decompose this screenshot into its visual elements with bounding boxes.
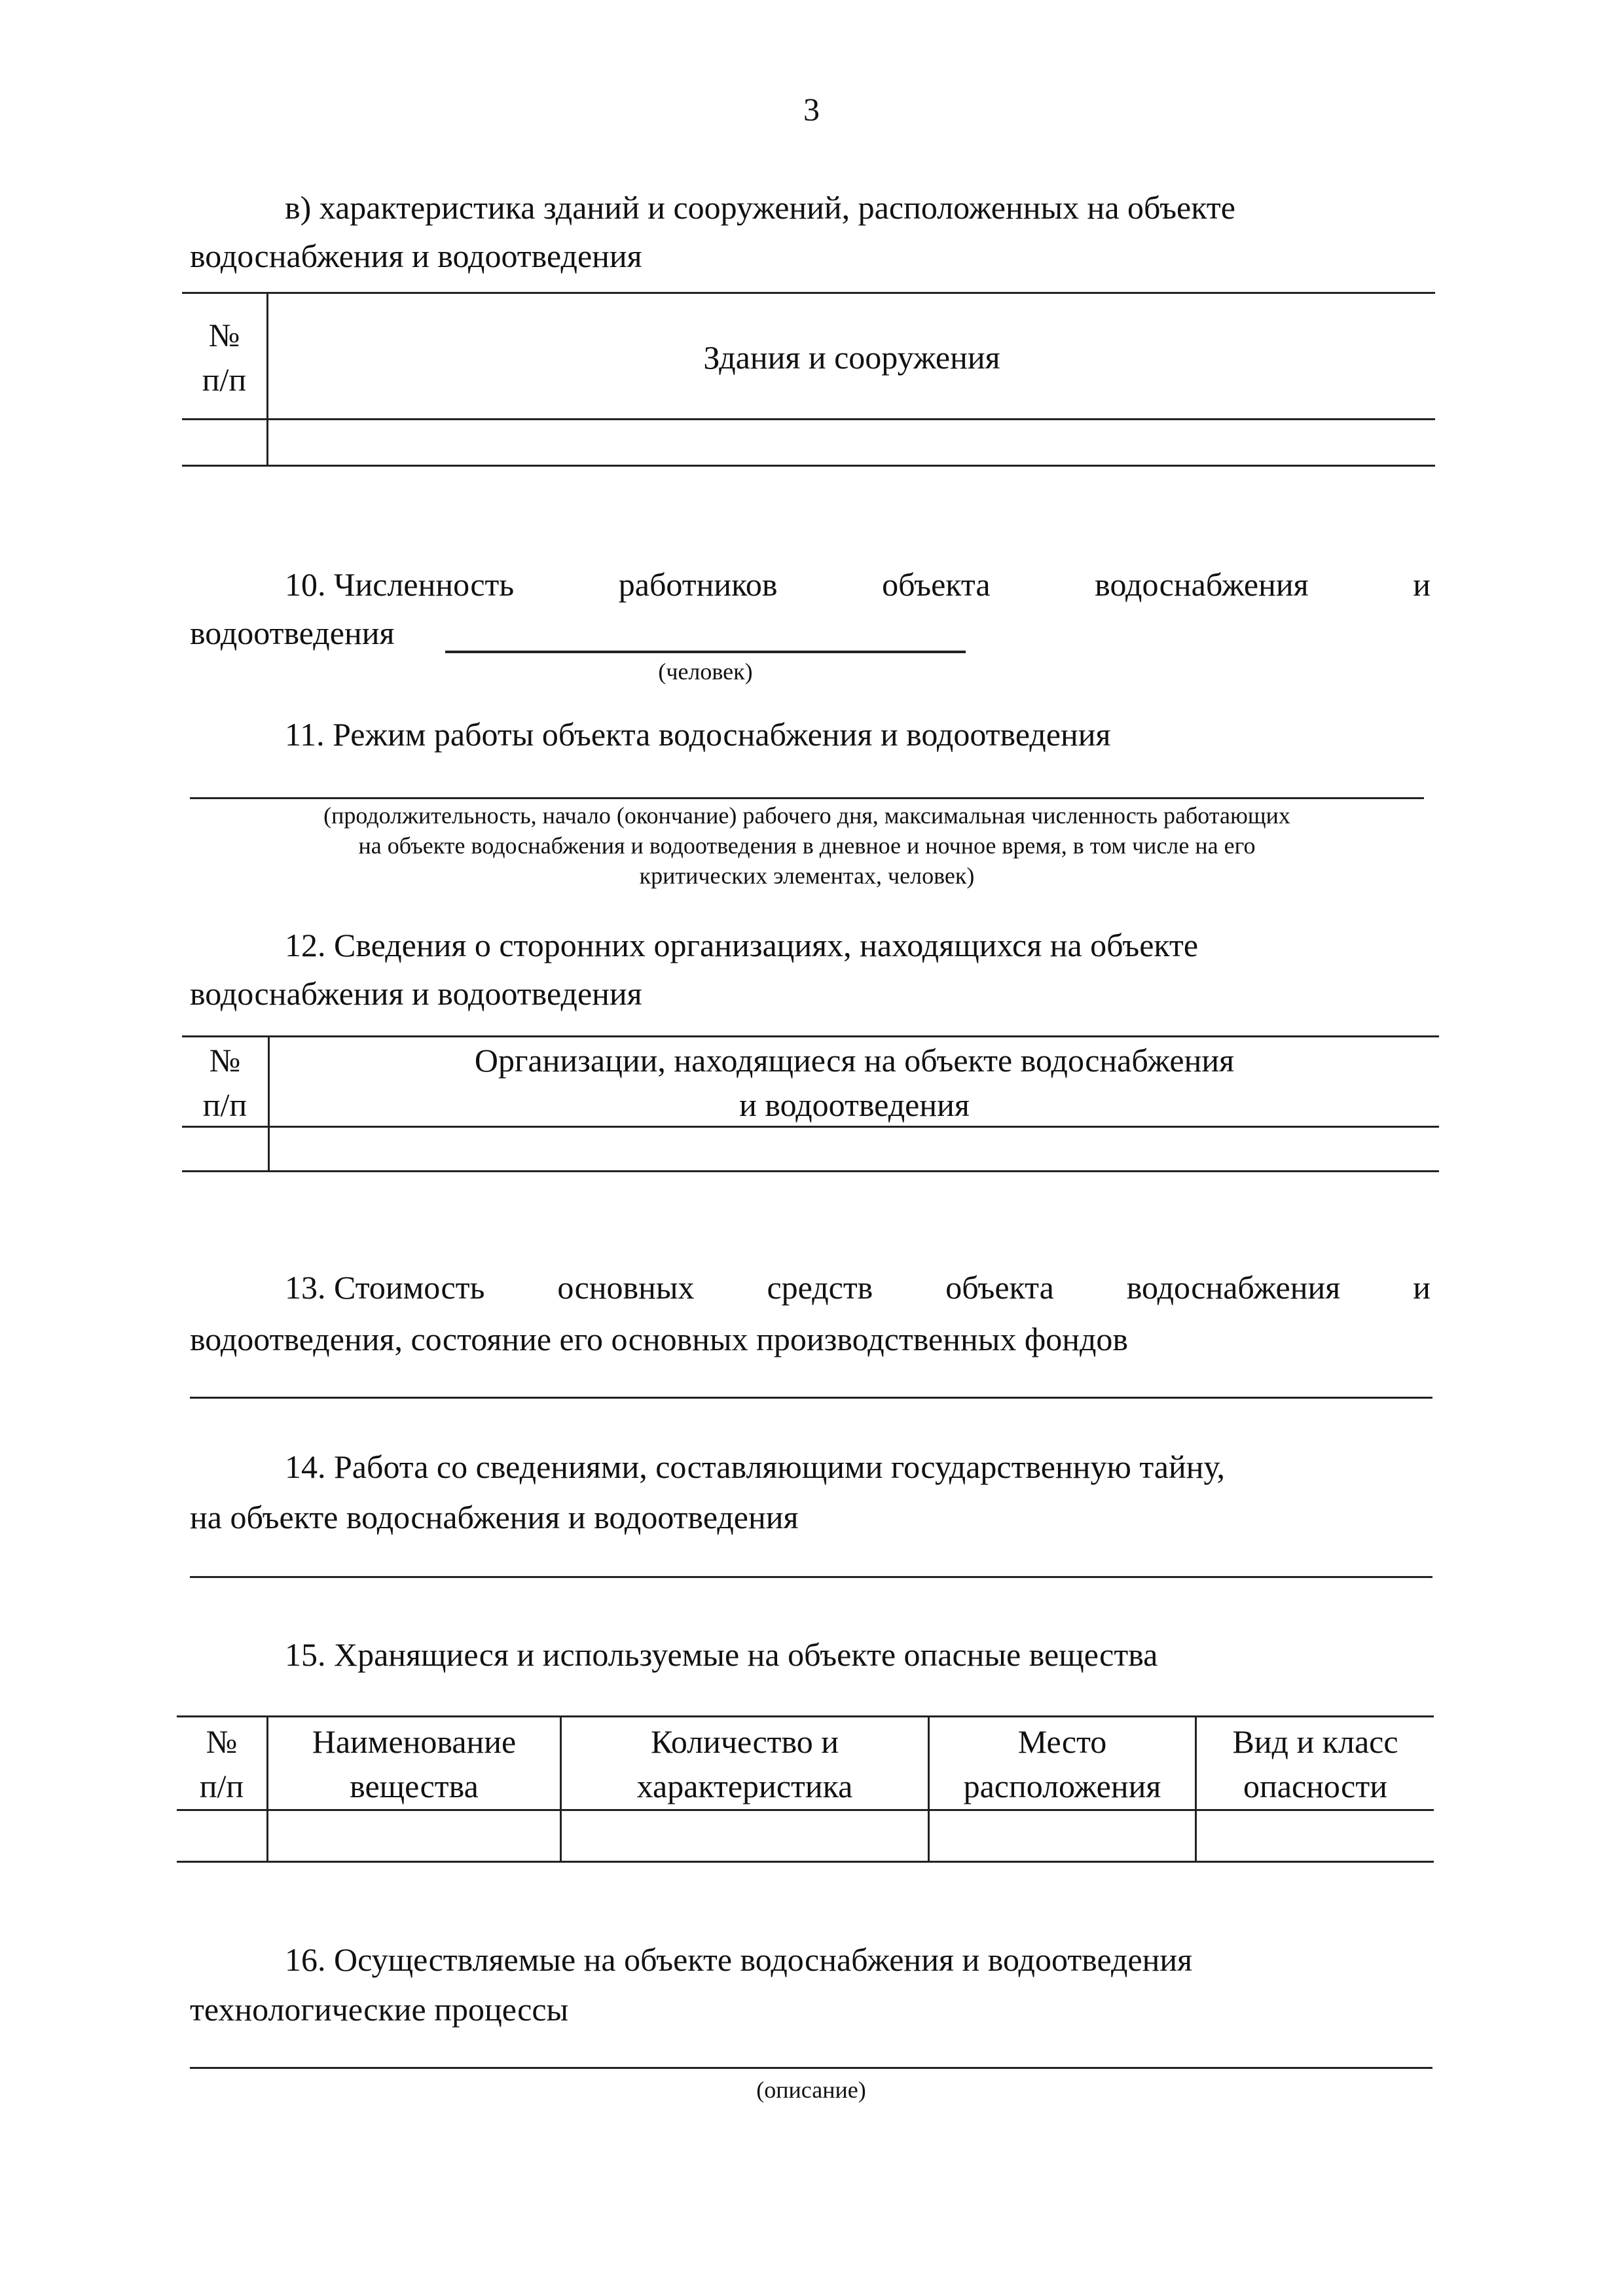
item12-line2: водоснабжения и водоотведения [190, 975, 642, 1012]
item13-line2: водоотведения, состояние его основных производственных фондов [190, 1321, 1129, 1357]
item10-caption: (человек) [658, 658, 753, 685]
item11-fill-line [190, 797, 1424, 799]
buildings-table-header-num: № п/п [202, 317, 247, 398]
item10-line2: водоотведения [190, 615, 395, 651]
item16-fill-line [190, 2067, 1432, 2069]
item10-fill-line [445, 651, 966, 653]
item14-fill-line [190, 1576, 1432, 1578]
hazardous-table-header-quantity: Количество и характеристика [636, 1723, 853, 1804]
item13-line1: 13. Стоимость основных средств объекта водоснабжения и [285, 1269, 1431, 1306]
organizations-table-header-org: Организации, находящиеся на объекте водоснабжения и водоотведения [474, 1042, 1235, 1123]
item14-line2: на объекте водоснабжения и водоотведения [190, 1499, 799, 1535]
organizations-table-header-num: № п/п [202, 1042, 247, 1123]
item16-line2: технологические процессы [190, 1991, 569, 2028]
item11-caption: (продолжительность, начало (окончание) рабочего дня, максимальная численность работающих на объекте водоснабжения и водоотведения в дневное и ночное время, в том числе на его критических элементах, человек) [323, 802, 1290, 889]
buildings-table-header-buildings: Здания и сооружения [703, 339, 1000, 376]
item12-line1: 12. Сведения о сторонних организациях, находящихся на объекте [285, 927, 1199, 963]
section-v-line1: в) характеристика зданий и сооружений, расположенных на объекте [285, 189, 1235, 226]
item11-title: 11. Режим работы объекта водоснабжения и водоотведения [285, 716, 1111, 753]
hazardous-table-header-num: № п/п [199, 1723, 244, 1804]
item16-caption: (описание) [756, 2077, 866, 2103]
item15-title: 15. Хранящиеся и используемые на объекте опасные вещества [285, 1636, 1158, 1673]
item16-line1: 16. Осуществляемые на объекте водоснабжения и водоотведения [285, 1941, 1193, 1978]
item13-fill-line [190, 1397, 1432, 1399]
item14-line1: 14. Работа со сведениями, составляющими государственную тайну, [285, 1448, 1226, 1485]
section-v-line2: водоснабжения и водоотведения [190, 238, 642, 274]
hazardous-table-header-name: Наименование вещества [312, 1723, 517, 1804]
hazardous-table-header-location: Место расположения [963, 1723, 1161, 1804]
hazardous-table-header-hazard-class: Вид и класс опасности [1232, 1723, 1398, 1804]
item10-line1: 10. Численность работников объекта водоснабжения и [285, 566, 1431, 603]
page-number: 3 [803, 91, 820, 128]
